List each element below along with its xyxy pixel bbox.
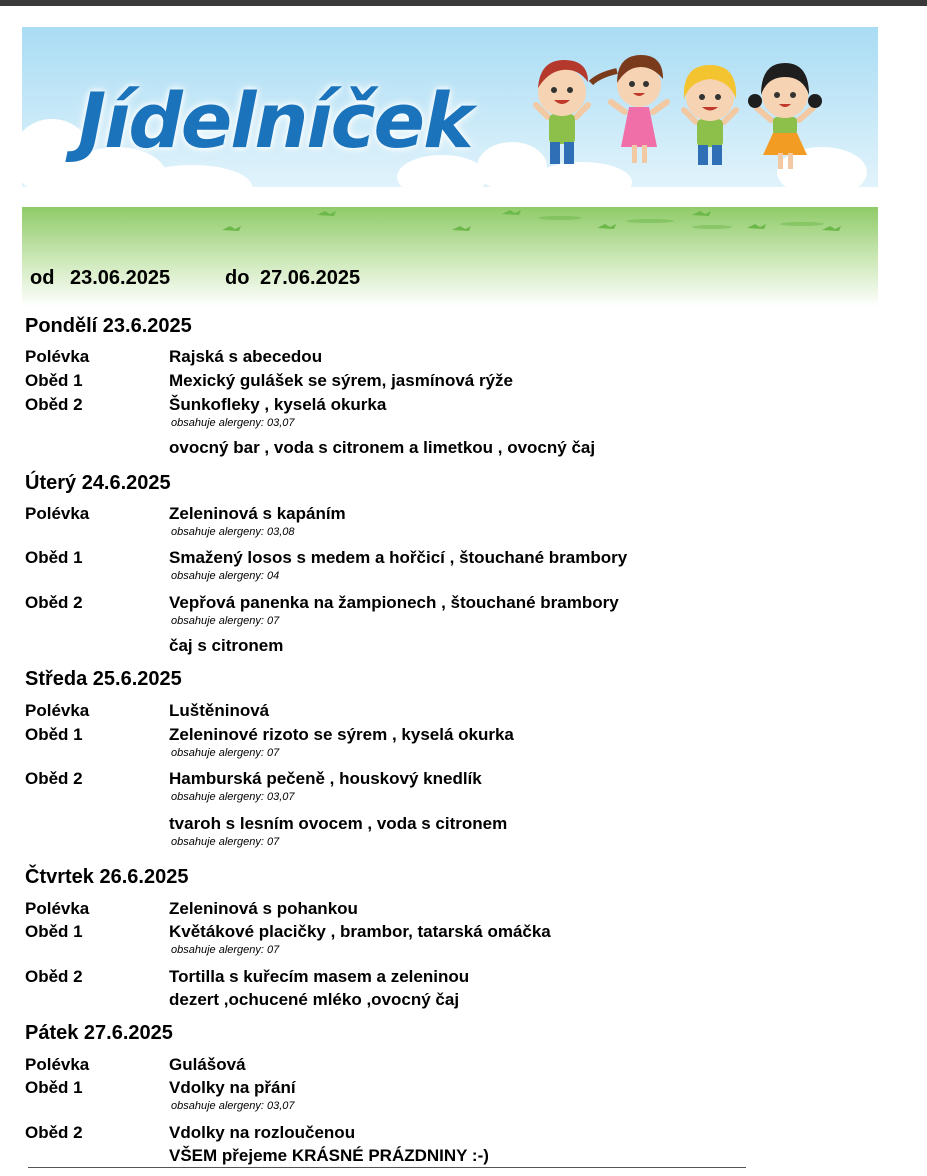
lunch1-label: Oběd 1 bbox=[25, 548, 83, 567]
lunch2-label: Oběd 2 bbox=[25, 769, 83, 788]
lunch2-label: Oběd 2 bbox=[25, 967, 83, 986]
soup-label: Polévka bbox=[25, 347, 90, 366]
from-date: 23.06.2025 bbox=[70, 267, 171, 289]
lunch1-label: Oběd 1 bbox=[25, 371, 83, 390]
soup-label: Polévka bbox=[25, 701, 90, 720]
lunch1-name: Zeleninové rizoto se sýrem , kyselá okurka bbox=[169, 725, 514, 744]
day-title: Čtvrtek 26.6.2025 bbox=[25, 866, 189, 888]
soup-label: Polévka bbox=[25, 1055, 90, 1074]
top-bar bbox=[0, 0, 927, 6]
lunch2-name: Vepřová panenka na žampionech , štouchané brambory bbox=[169, 593, 619, 612]
allergens-note: obsahuje alergeny: 07 bbox=[171, 836, 280, 848]
allergens-note: obsahuje alergeny: 07 bbox=[171, 747, 280, 759]
soup-name: Zeleninová s pohankou bbox=[169, 899, 358, 918]
page-title: Jídelníček bbox=[78, 76, 472, 165]
lunch2-name: Hamburská pečeně , houskový knedlík bbox=[169, 769, 482, 788]
lunch2-name: Vdolky na rozloučenou bbox=[169, 1123, 356, 1142]
extra-items: tvaroh s lesním ovocem , voda s citronem bbox=[169, 814, 508, 833]
soup-name: Luštěninová bbox=[169, 701, 270, 720]
soup-name: Zeleninová s kapáním bbox=[169, 504, 346, 523]
lunch1-name: Mexický gulášek se sýrem, jasmínová rýže bbox=[169, 371, 513, 390]
allergens-note: obsahuje alergeny: 03,07 bbox=[171, 1100, 295, 1112]
lunch1-name: Vdolky na přání bbox=[169, 1078, 296, 1097]
extra-items: VŠEM přejeme KRÁSNÉ PRÁZDNINY :-) bbox=[169, 1146, 489, 1165]
lunch2-name: Šunkofleky , kyselá okurka bbox=[169, 395, 387, 414]
soup-name: Gulášová bbox=[169, 1055, 246, 1074]
bottom-divider bbox=[28, 1167, 746, 1168]
to-label: do bbox=[225, 267, 250, 289]
header-banner bbox=[22, 27, 878, 307]
lunch1-label: Oběd 1 bbox=[25, 1078, 83, 1097]
soup-name: Rajská s abecedou bbox=[169, 347, 323, 366]
allergens-note: obsahuje alergeny: 07 bbox=[171, 944, 280, 956]
extra-items: ovocný bar , voda s citronem a limetkou , ovocný čaj bbox=[169, 438, 596, 457]
from-label: od bbox=[30, 267, 55, 289]
lunch2-label: Oběd 2 bbox=[25, 1123, 83, 1142]
banner-illustration bbox=[22, 27, 878, 307]
lunch1-name: Smažený losos s medem a hořčicí , štouchané brambory bbox=[169, 548, 628, 567]
lunch2-name: Tortilla s kuřecím masem a zeleninou bbox=[169, 967, 470, 986]
extra-items: dezert ,ochucené mléko ,ovocný čaj bbox=[169, 990, 460, 1009]
allergens-note: obsahuje alergeny: 04 bbox=[171, 570, 280, 582]
to-date: 27.06.2025 bbox=[260, 267, 361, 289]
lunch1-name: Květákové placičky , brambor, tatarská omáčka bbox=[169, 922, 551, 941]
day-title: Úterý 24.6.2025 bbox=[25, 472, 171, 494]
day-title: Pondělí 23.6.2025 bbox=[25, 315, 192, 337]
lunch1-label: Oběd 1 bbox=[25, 922, 83, 941]
lunch1-label: Oběd 1 bbox=[25, 725, 83, 744]
allergens-note: obsahuje alergeny: 03,08 bbox=[171, 526, 295, 538]
allergens-note: obsahuje alergeny: 03,07 bbox=[171, 791, 295, 803]
soup-label: Polévka bbox=[25, 899, 90, 918]
lunch2-label: Oběd 2 bbox=[25, 395, 83, 414]
lunch2-label: Oběd 2 bbox=[25, 593, 83, 612]
allergens-note: obsahuje alergeny: 07 bbox=[171, 615, 280, 627]
soup-label: Polévka bbox=[25, 504, 90, 523]
day-title: Pátek 27.6.2025 bbox=[25, 1022, 173, 1044]
day-title: Středa 25.6.2025 bbox=[25, 668, 182, 690]
extra-items: čaj s citronem bbox=[169, 636, 284, 655]
allergens-note: obsahuje alergeny: 03,07 bbox=[171, 417, 295, 429]
